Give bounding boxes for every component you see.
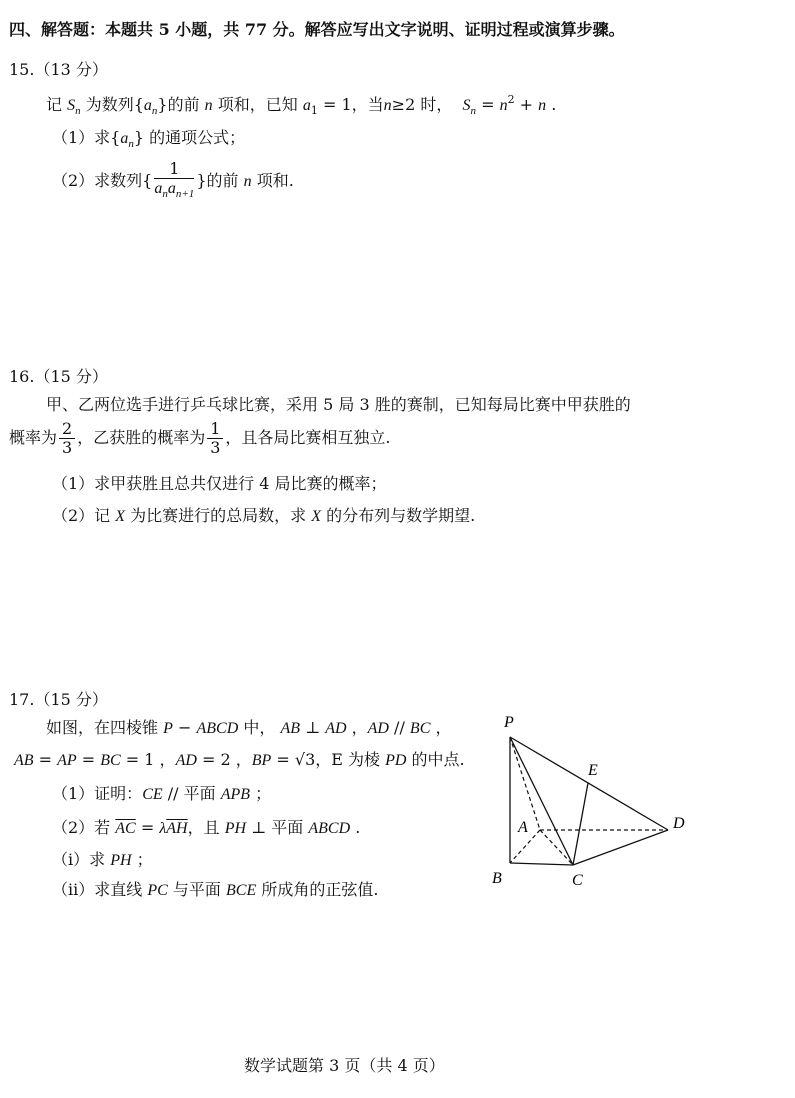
edge-PD bbox=[510, 737, 668, 830]
section-header: 四、解答题：本题共 5 小题，共 77 分。解答应写出文字说明、证明过程或演算步骤。 bbox=[9, 20, 625, 39]
label-D: D bbox=[673, 815, 685, 832]
q15-part2: （2）求数列{ $\frac{1}{a_na_{n+1}}$ }的前 n 项和. bbox=[52, 159, 294, 200]
label-A: A bbox=[518, 819, 528, 836]
pyramid-figure bbox=[480, 705, 710, 895]
label-C: C bbox=[572, 872, 583, 889]
q16-line2: 概率为 $\frac{2}{3}$ ，乙获胜的概率为 $\frac{1}{3}$ ，且各局比赛相互独立. bbox=[9, 419, 391, 457]
q17-part-i: （i）求 PH ； bbox=[52, 850, 153, 869]
q16-line1: 甲、乙两位选手进行乒乓球比赛，采用 5 局 3 胜的赛制，已知每局比赛中甲获胜的 bbox=[46, 395, 631, 414]
q17-part1: （1）证明：CE // 平面 APB ； bbox=[52, 784, 272, 803]
q16-title: 16.（15 分） bbox=[9, 367, 108, 386]
edge-PA-hidden bbox=[510, 737, 540, 830]
edge-CD bbox=[573, 830, 668, 865]
q17-line1: 如图，在四棱锥 P − ABCD 中， AB ⊥ AD ，AD // BC ， bbox=[46, 718, 452, 737]
q15-title: 15.（13 分） bbox=[9, 60, 108, 79]
q15-stem: 记 $S_n$ 为数列$\{a_n\}$的前 n 项和，已知 $a_1 = 1$，当n≥2 时， $S_n = n^2 + n$ . bbox=[46, 93, 557, 117]
edge-CE bbox=[573, 783, 588, 865]
edge-AC-hidden bbox=[540, 830, 573, 865]
q17-part-ii: （ii）求直线 PC 与平面 BCE 所成角的正弦值. bbox=[52, 880, 379, 899]
label-P: P bbox=[504, 714, 514, 731]
label-B: B bbox=[492, 870, 502, 887]
q17-part2: （2）若 $\overline{AC} = \lambda\overline{AH}$，且 PH ⊥ 平面 ABCD . bbox=[52, 818, 361, 837]
q17-line2: AB = AP = BC = 1 ，AD = 2 ，BP = √3，E 为棱 PD 的中点. bbox=[14, 750, 465, 769]
edge-BC bbox=[510, 863, 573, 865]
q16-part1: （1）求甲获胜且总共仅进行 4 局比赛的概率； bbox=[52, 474, 387, 493]
page-footer: 数学试题第 3 页（共 4 页） bbox=[244, 1056, 445, 1075]
q16-part2: （2）记 X 为比赛进行的总局数，求 X 的分布列与数学期望. bbox=[52, 506, 476, 525]
q15-part1: （1）求$\{a_n\}$ 的通项公式； bbox=[52, 128, 246, 150]
label-E: E bbox=[588, 762, 598, 779]
q17-title: 17.（15 分） bbox=[9, 690, 108, 709]
